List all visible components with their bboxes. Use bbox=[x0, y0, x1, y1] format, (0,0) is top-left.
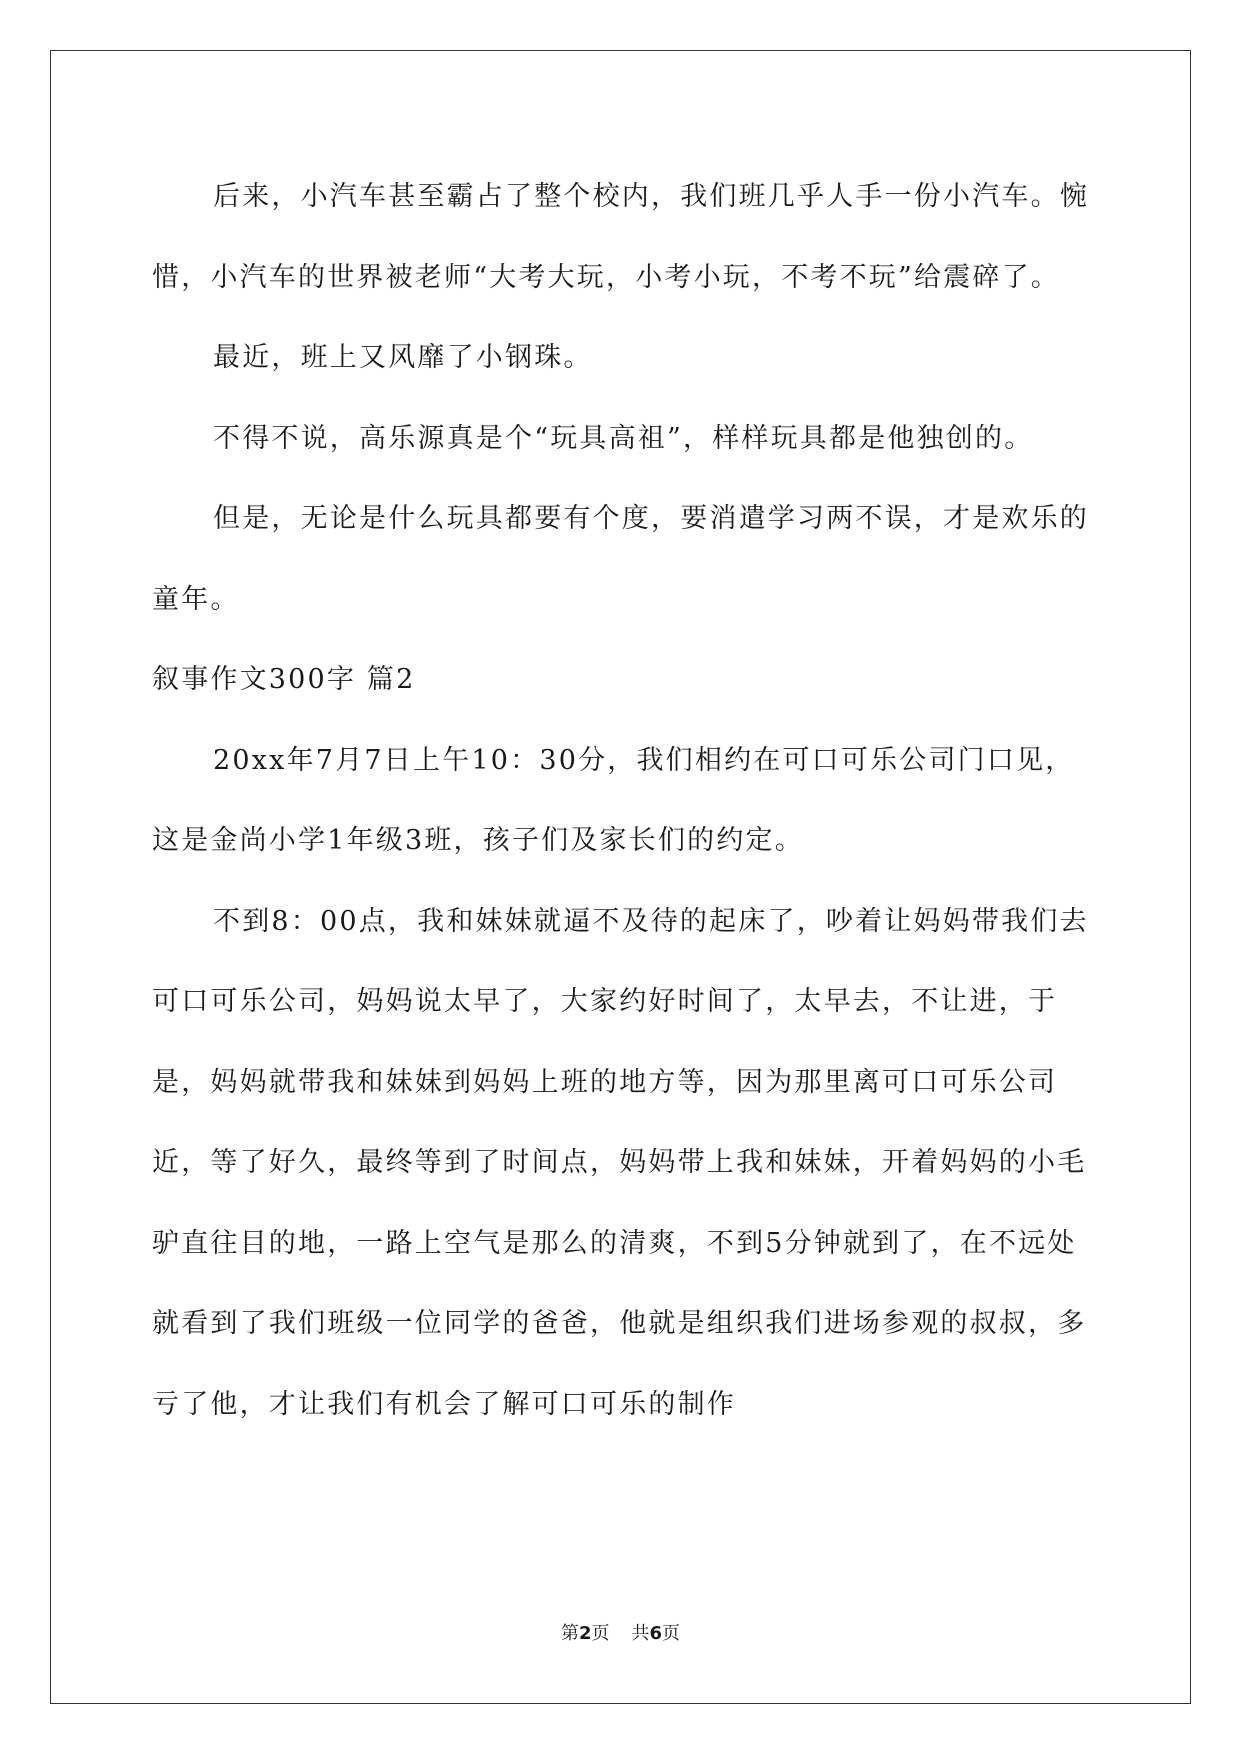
paragraph-3: 不得不说，高乐源真是个“玩具高祖”，样样玩具都是他独创的。 bbox=[213, 422, 1034, 454]
paragraph-4: 但是，无论是什么玩具都要有个度，要消遣学习两不误，才是欢乐的童年。 bbox=[152, 503, 1089, 615]
paragraph-6: 不到8：00点，我和妹妹就逼不及待的起床了，吵着让妈妈带我们去可口可乐公司，妈妈说太早了，大家约好时间了，太早去，不让进，于是，妈妈就带我和妹妹到妈妈上班的地方等，因为那里离可口可乐公司近，等了好久，最终等到了时间点，妈妈带上我和妹妹，开着妈妈的小毛驴直往目的地，一路上空气是那么的清爽，不到5分钟就到了，在不远处就看到了我们班级一位同学的爸爸，他就是组织我们进场参观的叔叔，多亏了他，才让我们有机会了解可口可乐的制作 bbox=[152, 905, 1089, 1420]
paragraph-5: 20xx年7月7日上午10：30分，我们相约在可口可乐公司门口见，这是金尚小学1年级3班，孩子们及家长们的约定。 bbox=[152, 744, 1075, 856]
page-footer bbox=[0, 1619, 1241, 1645]
paragraph-2: 最近，班上又风靡了小钢珠。 bbox=[213, 342, 593, 373]
page-total: 6 bbox=[649, 1623, 663, 1644]
document-body bbox=[152, 157, 1092, 1445]
total-prefix: 共 bbox=[631, 1623, 650, 1644]
paragraph-1: 后来，小汽车甚至霸占了整个校内，我们班几乎人手一份小汽车。惋惜，小汽车的世界被老师“大考大玩，小考小玩，不考不玩”给震碎了。 bbox=[152, 181, 1089, 293]
total-suffix: 页 bbox=[662, 1623, 681, 1644]
section-heading: 叙事作文300字 篇2 bbox=[152, 664, 416, 695]
page-prefix: 第 bbox=[560, 1623, 579, 1644]
page-current: 2 bbox=[578, 1623, 592, 1644]
page-suffix: 页 bbox=[591, 1623, 610, 1644]
